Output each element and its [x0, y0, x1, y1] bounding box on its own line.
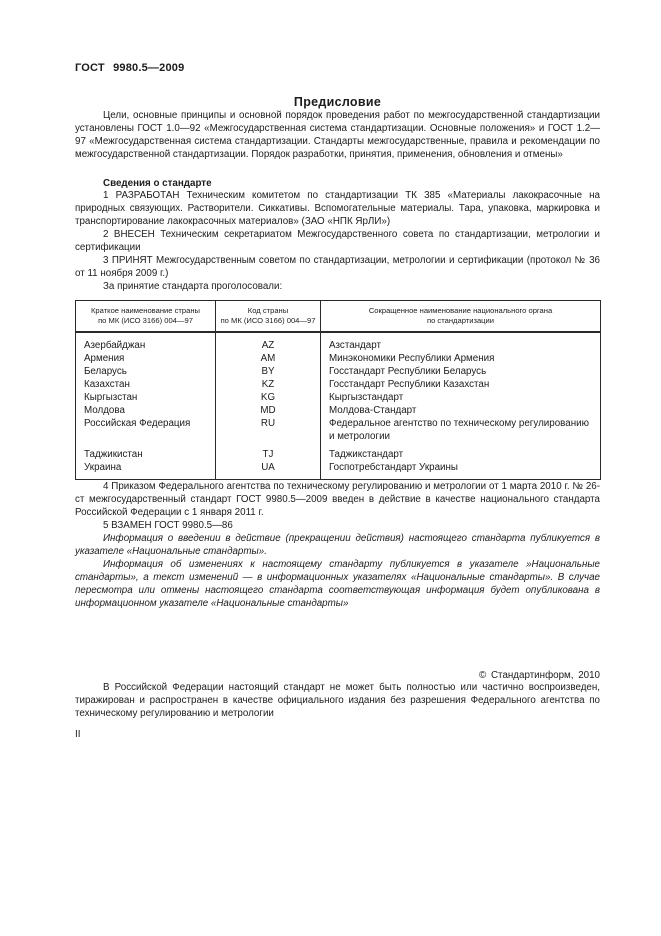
section-heading: Сведения о стандарте — [103, 178, 212, 189]
page-title: Предисловие — [293, 95, 382, 109]
notice-paragraph-1: Информация о введении в действие (прекращении действия) настоящего стандарта публикуется в указателе «Национальные стандарты». — [75, 533, 600, 557]
cell-organ: Таджикстандарт — [321, 443, 601, 461]
table-row — [76, 378, 601, 391]
cell-code: RU — [216, 417, 321, 443]
table-row — [76, 461, 601, 480]
cell-country: Украина — [84, 462, 122, 473]
col-header-code: Код страны по МК (ИСО 3166) 004—97 — [216, 301, 321, 333]
cell-code: AZ — [216, 332, 321, 352]
table-row — [76, 365, 601, 378]
cell-organ: Азстандарт — [321, 332, 601, 352]
clause-3: 3 ПРИНЯТ Межгосударственным советом по стандартизации, метрологии и сертификации (протокол № 36 от 11 ноября 2009 г.) — [75, 255, 600, 279]
page-number: II — [75, 729, 81, 740]
cell-country: Армения — [84, 353, 125, 364]
cell-code: UA — [216, 461, 321, 480]
col-header-organ: Сокращенное наименование национального органа по стандартизации — [321, 301, 601, 333]
cell-organ: Молдова-Стандарт — [321, 404, 601, 417]
col-header-country: Краткое наименование страны по МК (ИСО 3166) 004—97 — [76, 301, 216, 333]
cell-organ: Госстандарт Республики Казахстан — [321, 378, 601, 391]
table-row — [76, 404, 601, 417]
cell-organ: Федеральное агентство по техническому регулированию и метрологии — [321, 417, 601, 443]
cell-code: AM — [216, 352, 321, 365]
clause-5: 5 ВЗАМЕН ГОСТ 9980.5—86 — [103, 520, 233, 531]
intro-paragraph: Цели, основные принципы и основной порядок проведения работ по межгосударственной стандартизации установлены ГОСТ 1.0—92 «Межгосударственная система стандартизации. Основные положения» и ГОСТ 1.2—97 «Межгосударственная система стандартизации. Стандарты межгосударственные, правила и рекомендации по межгосударственной стандартизации. Порядок разработки, принятия, применения, обновления и отмены» — [75, 110, 600, 160]
cell-organ: Кыргызстандарт — [321, 391, 601, 404]
table-row — [76, 332, 601, 352]
cell-country: Российская Федерация — [84, 418, 191, 429]
restriction-paragraph: В Российской Федерации настоящий стандарт не может быть полностью или частично воспроизведен, тиражирован и распространен в качестве официального издания без разрешения Федерального агентства по техническому регулированию и метрологии — [75, 682, 600, 719]
cell-organ: Госстандарт Республики Беларусь — [321, 365, 601, 378]
cell-code: TJ — [216, 443, 321, 461]
vote-intro-line: За принятие стандарта проголосовали: — [103, 281, 283, 292]
cell-country: Казахстан — [84, 379, 130, 390]
table-row — [76, 417, 601, 443]
clause-2: 2 ВНЕСЕН Техническим секретариатом Межгосударственного совета по стандартизации, метрологии и сертификации — [75, 229, 600, 253]
cell-country: Азербайджан — [84, 340, 146, 351]
document-page — [75, 0, 600, 740]
cell-country: Кыргызстан — [84, 392, 138, 403]
cell-code: MD — [216, 404, 321, 417]
clause-1: 1 РАЗРАБОТАН Техническим комитетом по стандартизации ТК 385 «Материалы лакокрасочные на природных связующих. Растворители. Сиккативы. Вспомогательные материалы. Тара, упаковка, маркировка и транспортирование лакокрасочных материалов» (ЗАО «НПК ЯрЛИ») — [75, 190, 600, 227]
table-header-row — [76, 301, 601, 333]
cell-organ: Госпотребстандарт Украины — [321, 461, 601, 480]
cell-country: Таджикистан — [84, 449, 143, 460]
table-row — [76, 352, 601, 365]
clause-4: 4 Приказом Федерального агентства по техническому регулированию и метрологии от 1 марта 2010 г. № 26-ст межгосударственный стандарт ГОСТ 9980.5—2009 введен в действие в качестве национального стандарта Российской Федерации с 1 января 2011 г. — [75, 481, 600, 518]
doc-number: ГОСТ 9980.5—2009 — [75, 62, 185, 74]
cell-country: Беларусь — [84, 366, 127, 377]
cell-code: KG — [216, 391, 321, 404]
cell-organ: Минэкономики Республики Армения — [321, 352, 601, 365]
voting-table — [75, 300, 601, 480]
notice-paragraph-2: Информация об изменениях к настоящему стандарту публикуется в указателе »Национальные стандарты», а текст изменений — в информационных указателях «Национальные стандарты». В случае пересмотра или отмены настоящего стандарта соответствующая информация будет опубликована в информационном указателе «Национальные стандарты» — [75, 559, 600, 609]
cell-code: KZ — [216, 378, 321, 391]
table-row — [76, 443, 601, 461]
cell-country: Молдова — [84, 405, 125, 416]
cell-code: BY — [216, 365, 321, 378]
table-row — [76, 391, 601, 404]
copyright-line: © Стандартинформ, 2010 — [479, 670, 600, 681]
